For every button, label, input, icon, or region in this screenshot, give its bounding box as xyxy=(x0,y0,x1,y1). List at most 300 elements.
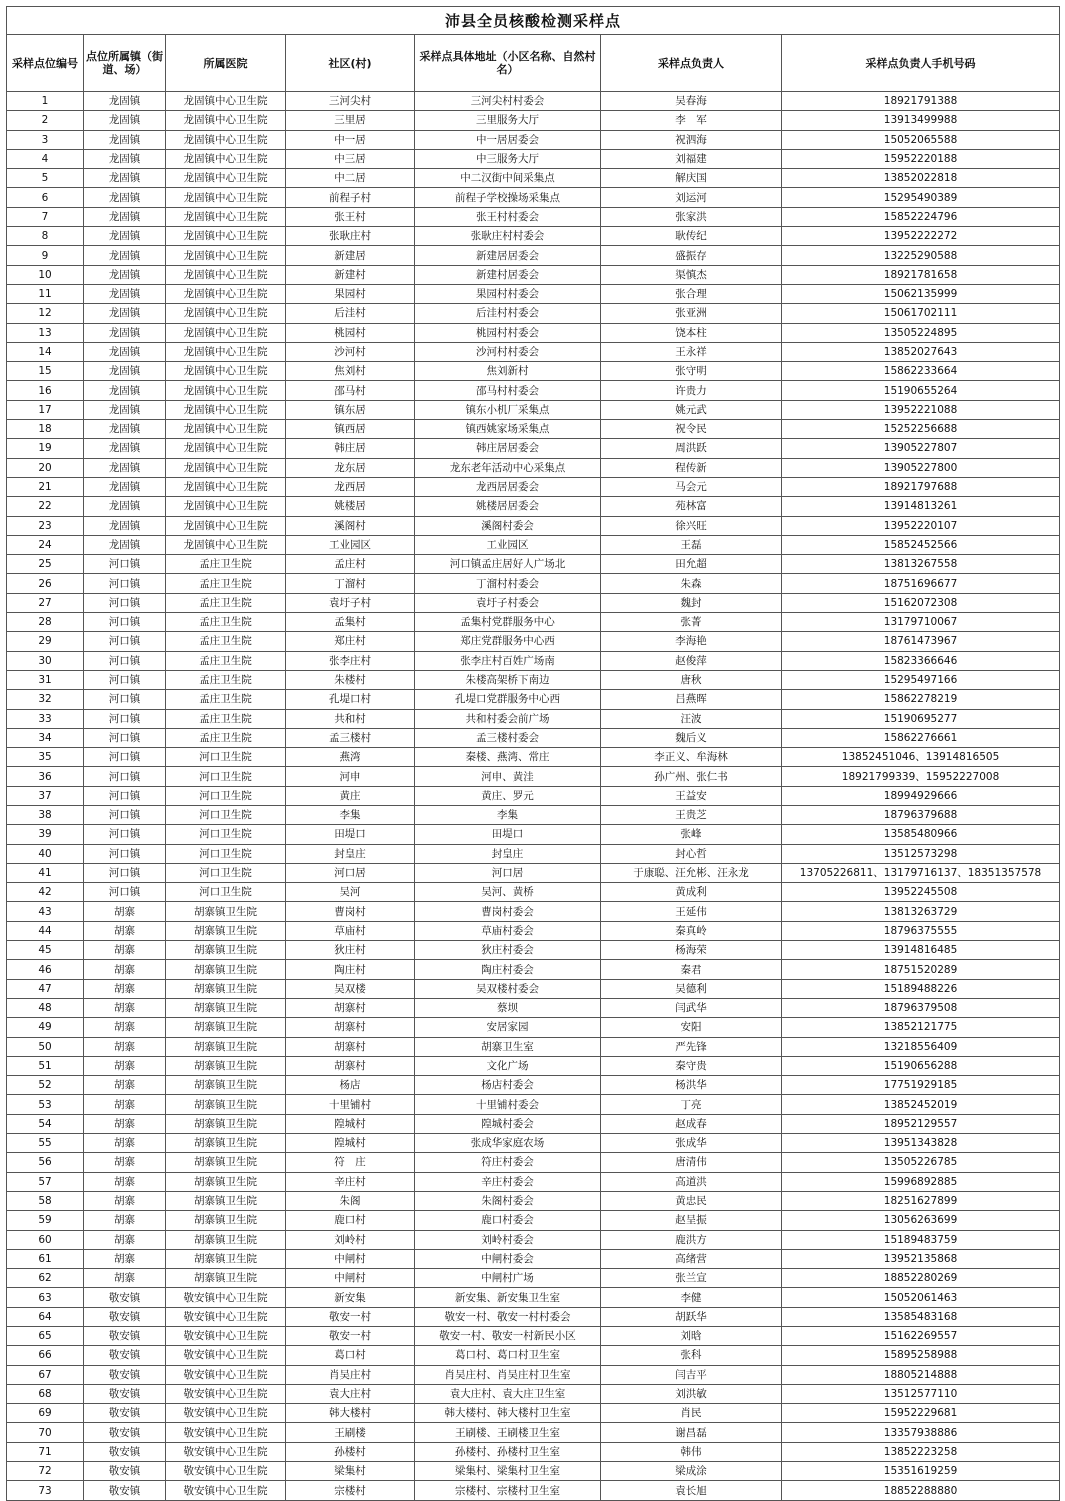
cell-town: 河口镇 xyxy=(84,883,166,902)
header-community: 社区(村) xyxy=(286,35,415,92)
cell-hospital: 孟庄卫生院 xyxy=(166,690,286,709)
cell-town: 敬安镇 xyxy=(84,1307,166,1326)
cell-address: 葛口村、葛口村卫生室 xyxy=(415,1346,601,1365)
table-row xyxy=(7,1346,1060,1365)
cell-hospital: 孟庄卫生院 xyxy=(166,555,286,574)
cell-community: 张李庄村 xyxy=(286,651,415,670)
cell-id: 3 xyxy=(7,130,84,149)
cell-contact: 张科 xyxy=(601,1346,782,1365)
cell-contact: 谢昌磊 xyxy=(601,1423,782,1442)
cell-phone: 18805214888 xyxy=(782,1365,1060,1384)
cell-id: 36 xyxy=(7,767,84,786)
cell-id: 56 xyxy=(7,1153,84,1172)
cell-town: 龙固镇 xyxy=(84,169,166,188)
cell-address: 王刷楼、王刷楼卫生室 xyxy=(415,1423,601,1442)
cell-address: 张耿庄村村委会 xyxy=(415,227,601,246)
cell-address: 黄庄、罗元 xyxy=(415,786,601,805)
cell-phone: 13056263699 xyxy=(782,1211,1060,1230)
table-row xyxy=(7,883,1060,902)
cell-hospital: 胡寨镇卫生院 xyxy=(166,1114,286,1133)
cell-town: 龙固镇 xyxy=(84,381,166,400)
cell-community: 前程子村 xyxy=(286,188,415,207)
cell-phone: 13852121775 xyxy=(782,1018,1060,1037)
cell-community: 田堤口 xyxy=(286,825,415,844)
cell-id: 40 xyxy=(7,844,84,863)
table-row xyxy=(7,1211,1060,1230)
cell-hospital: 敬安镇中心卫生院 xyxy=(166,1384,286,1403)
cell-town: 胡寨 xyxy=(84,1249,166,1268)
cell-address: 封皇庄 xyxy=(415,844,601,863)
cell-address: 姚楼居居委会 xyxy=(415,497,601,516)
cell-contact: 王益安 xyxy=(601,786,782,805)
cell-community: 中一居 xyxy=(286,130,415,149)
cell-hospital: 龙固镇中心卫生院 xyxy=(166,362,286,381)
table-row xyxy=(7,1269,1060,1288)
cell-community: 张耿庄村 xyxy=(286,227,415,246)
cell-hospital: 龙固镇中心卫生院 xyxy=(166,458,286,477)
cell-hospital: 龙固镇中心卫生院 xyxy=(166,400,286,419)
cell-hospital: 敬安镇中心卫生院 xyxy=(166,1442,286,1461)
cell-hospital: 孟庄卫生院 xyxy=(166,574,286,593)
cell-hospital: 敬安镇中心卫生院 xyxy=(166,1404,286,1423)
cell-town: 胡寨 xyxy=(84,921,166,940)
cell-contact: 李 军 xyxy=(601,111,782,130)
table-row xyxy=(7,227,1060,246)
cell-address: 中闸村广场 xyxy=(415,1269,601,1288)
cell-phone: 15189483759 xyxy=(782,1230,1060,1249)
cell-id: 54 xyxy=(7,1114,84,1133)
cell-phone: 15252256688 xyxy=(782,420,1060,439)
cell-id: 23 xyxy=(7,516,84,535)
cell-id: 20 xyxy=(7,458,84,477)
cell-town: 敬安镇 xyxy=(84,1288,166,1307)
cell-address: 文化广场 xyxy=(415,1056,601,1075)
cell-community: 工业园区 xyxy=(286,535,415,554)
cell-town: 胡寨 xyxy=(84,1191,166,1210)
cell-id: 22 xyxy=(7,497,84,516)
cell-contact: 张家洪 xyxy=(601,207,782,226)
table-body xyxy=(7,92,1060,1501)
cell-address: 蔡坝 xyxy=(415,998,601,1017)
header-address: 采样点具体地址（小区名称、自然村名） xyxy=(415,35,601,92)
table-row xyxy=(7,651,1060,670)
cell-id: 31 xyxy=(7,670,84,689)
cell-phone: 17751929185 xyxy=(782,1076,1060,1095)
cell-phone: 13179710067 xyxy=(782,613,1060,632)
cell-community: 隍城村 xyxy=(286,1114,415,1133)
cell-address: 符庄村委会 xyxy=(415,1153,601,1172)
cell-hospital: 龙固镇中心卫生院 xyxy=(166,92,286,111)
cell-phone: 15190695277 xyxy=(782,709,1060,728)
table-row xyxy=(7,516,1060,535)
cell-id: 67 xyxy=(7,1365,84,1384)
cell-contact: 杨洪华 xyxy=(601,1076,782,1095)
cell-address: 三河尖村村委会 xyxy=(415,92,601,111)
cell-id: 69 xyxy=(7,1404,84,1423)
table-row xyxy=(7,805,1060,824)
cell-town: 龙固镇 xyxy=(84,207,166,226)
cell-phone: 13852027643 xyxy=(782,342,1060,361)
cell-hospital: 胡寨镇卫生院 xyxy=(166,1211,286,1230)
cell-address: 三里服务大厅 xyxy=(415,111,601,130)
table-row xyxy=(7,1404,1060,1423)
cell-town: 河口镇 xyxy=(84,728,166,747)
cell-address: 杨店村委会 xyxy=(415,1076,601,1095)
cell-address: 张李庄村百姓广场南 xyxy=(415,651,601,670)
table-row xyxy=(7,1481,1060,1500)
cell-phone: 18994929666 xyxy=(782,786,1060,805)
cell-id: 6 xyxy=(7,188,84,207)
cell-hospital: 孟庄卫生院 xyxy=(166,709,286,728)
cell-town: 河口镇 xyxy=(84,593,166,612)
cell-town: 龙固镇 xyxy=(84,188,166,207)
cell-phone: 15952220188 xyxy=(782,149,1060,168)
cell-contact: 袁长旭 xyxy=(601,1481,782,1500)
cell-contact: 解庆国 xyxy=(601,169,782,188)
cell-community: 狄庄村 xyxy=(286,941,415,960)
cell-contact: 张亚洲 xyxy=(601,304,782,323)
cell-address: 鹿口村委会 xyxy=(415,1211,601,1230)
cell-community: 袁圩子村 xyxy=(286,593,415,612)
cell-hospital: 龙固镇中心卫生院 xyxy=(166,439,286,458)
cell-hospital: 龙固镇中心卫生院 xyxy=(166,516,286,535)
cell-phone: 13913499988 xyxy=(782,111,1060,130)
cell-contact: 王永祥 xyxy=(601,342,782,361)
cell-address: 宗楼村、宗楼村卫生室 xyxy=(415,1481,601,1500)
cell-town: 敬安镇 xyxy=(84,1346,166,1365)
table-row xyxy=(7,902,1060,921)
cell-contact: 王贵芝 xyxy=(601,805,782,824)
cell-town: 胡寨 xyxy=(84,1076,166,1095)
cell-phone: 15295490389 xyxy=(782,188,1060,207)
cell-community: 黄庄 xyxy=(286,786,415,805)
cell-town: 龙固镇 xyxy=(84,130,166,149)
cell-address: 秦楼、燕湾、常庄 xyxy=(415,748,601,767)
cell-contact: 吴春海 xyxy=(601,92,782,111)
table-row xyxy=(7,593,1060,612)
cell-address: 共和村委会前广场 xyxy=(415,709,601,728)
cell-phone: 15052061463 xyxy=(782,1288,1060,1307)
cell-hospital: 龙固镇中心卫生院 xyxy=(166,535,286,554)
cell-id: 7 xyxy=(7,207,84,226)
cell-community: 宗楼村 xyxy=(286,1481,415,1500)
cell-town: 敬安镇 xyxy=(84,1481,166,1500)
cell-community: 袁大庄村 xyxy=(286,1384,415,1403)
cell-hospital: 敬安镇中心卫生院 xyxy=(166,1327,286,1346)
cell-address: 梁集村、梁集村卫生室 xyxy=(415,1462,601,1481)
cell-contact: 严先锋 xyxy=(601,1037,782,1056)
cell-hospital: 胡寨镇卫生院 xyxy=(166,902,286,921)
cell-phone: 13218556409 xyxy=(782,1037,1060,1056)
table-row xyxy=(7,555,1060,574)
cell-community: 后洼村 xyxy=(286,304,415,323)
cell-contact: 闫武华 xyxy=(601,998,782,1017)
cell-contact: 马会元 xyxy=(601,477,782,496)
cell-address: 龙东老年活动中心采集点 xyxy=(415,458,601,477)
cell-hospital: 孟庄卫生院 xyxy=(166,613,286,632)
cell-contact: 朱森 xyxy=(601,574,782,593)
cell-id: 43 xyxy=(7,902,84,921)
table-row xyxy=(7,1037,1060,1056)
cell-address: 袁圩子村委会 xyxy=(415,593,601,612)
cell-town: 敬安镇 xyxy=(84,1404,166,1423)
cell-town: 河口镇 xyxy=(84,670,166,689)
cell-address: 安居家园 xyxy=(415,1018,601,1037)
cell-hospital: 龙固镇中心卫生院 xyxy=(166,246,286,265)
cell-town: 龙固镇 xyxy=(84,92,166,111)
cell-hospital: 龙固镇中心卫生院 xyxy=(166,477,286,496)
cell-address: 李集 xyxy=(415,805,601,824)
cell-phone: 13505224895 xyxy=(782,323,1060,342)
cell-community: 溪阁村 xyxy=(286,516,415,535)
cell-address: 河口居 xyxy=(415,863,601,882)
cell-contact: 于康聪、汪允彬、汪永龙 xyxy=(601,863,782,882)
cell-community: 共和村 xyxy=(286,709,415,728)
cell-community: 镇东居 xyxy=(286,400,415,419)
cell-hospital: 河口卫生院 xyxy=(166,883,286,902)
cell-community: 郑庄村 xyxy=(286,632,415,651)
cell-phone: 13952221088 xyxy=(782,400,1060,419)
cell-hospital: 龙固镇中心卫生院 xyxy=(166,420,286,439)
cell-hospital: 孟庄卫生院 xyxy=(166,593,286,612)
cell-address: 隍城村委会 xyxy=(415,1114,601,1133)
cell-hospital: 胡寨镇卫生院 xyxy=(166,1056,286,1075)
cell-address: 朱阁村委会 xyxy=(415,1191,601,1210)
cell-town: 河口镇 xyxy=(84,574,166,593)
cell-community: 燕湾 xyxy=(286,748,415,767)
cell-contact: 刘晗 xyxy=(601,1327,782,1346)
cell-id: 39 xyxy=(7,825,84,844)
cell-address: 刘岭村委会 xyxy=(415,1230,601,1249)
cell-id: 48 xyxy=(7,998,84,1017)
table-row xyxy=(7,1095,1060,1114)
cell-hospital: 胡寨镇卫生院 xyxy=(166,1153,286,1172)
cell-town: 河口镇 xyxy=(84,651,166,670)
cell-town: 河口镇 xyxy=(84,863,166,882)
cell-phone: 18761473967 xyxy=(782,632,1060,651)
cell-hospital: 龙固镇中心卫生院 xyxy=(166,497,286,516)
cell-contact: 刘运河 xyxy=(601,188,782,207)
cell-contact: 丁亮 xyxy=(601,1095,782,1114)
cell-community: 龙西居 xyxy=(286,477,415,496)
cell-address: 狄庄村委会 xyxy=(415,941,601,960)
table-row xyxy=(7,92,1060,111)
cell-phone: 13852451046、13914816505 xyxy=(782,748,1060,767)
cell-town: 龙固镇 xyxy=(84,400,166,419)
cell-contact: 杨海荣 xyxy=(601,941,782,960)
cell-phone: 15862278219 xyxy=(782,690,1060,709)
cell-contact: 赵俊萍 xyxy=(601,651,782,670)
cell-contact: 孙广州、张仁书 xyxy=(601,767,782,786)
cell-address: 敬安一村、敬安一村新民小区 xyxy=(415,1327,601,1346)
cell-contact: 张合理 xyxy=(601,284,782,303)
cell-community: 三里居 xyxy=(286,111,415,130)
cell-hospital: 胡寨镇卫生院 xyxy=(166,1037,286,1056)
cell-phone: 13585480966 xyxy=(782,825,1060,844)
cell-address: 桃园村村委会 xyxy=(415,323,601,342)
cell-phone: 18796379688 xyxy=(782,805,1060,824)
cell-id: 49 xyxy=(7,1018,84,1037)
table-row xyxy=(7,1327,1060,1346)
cell-contact: 秦守贵 xyxy=(601,1056,782,1075)
cell-contact: 张兰宣 xyxy=(601,1269,782,1288)
cell-address: 河申、黄洼 xyxy=(415,767,601,786)
cell-id: 66 xyxy=(7,1346,84,1365)
cell-id: 10 xyxy=(7,265,84,284)
cell-community: 李集 xyxy=(286,805,415,824)
cell-town: 胡寨 xyxy=(84,998,166,1017)
cell-community: 焦刘村 xyxy=(286,362,415,381)
cell-town: 河口镇 xyxy=(84,786,166,805)
cell-id: 65 xyxy=(7,1327,84,1346)
cell-community: 敬安一村 xyxy=(286,1327,415,1346)
cell-id: 1 xyxy=(7,92,84,111)
cell-community: 新安集 xyxy=(286,1288,415,1307)
cell-phone: 15351619259 xyxy=(782,1462,1060,1481)
cell-id: 70 xyxy=(7,1423,84,1442)
cell-community: 孟集村 xyxy=(286,613,415,632)
cell-contact: 刘洪敏 xyxy=(601,1384,782,1403)
cell-community: 孟三楼村 xyxy=(286,728,415,747)
table-row xyxy=(7,1384,1060,1403)
cell-address: 新建居居委会 xyxy=(415,246,601,265)
cell-contact: 张菁 xyxy=(601,613,782,632)
cell-id: 21 xyxy=(7,477,84,496)
table-row xyxy=(7,497,1060,516)
cell-id: 34 xyxy=(7,728,84,747)
cell-phone: 18796375555 xyxy=(782,921,1060,940)
cell-address: 辛庄村委会 xyxy=(415,1172,601,1191)
cell-phone: 18796379508 xyxy=(782,998,1060,1017)
header-row xyxy=(7,35,1060,92)
cell-contact: 韩伟 xyxy=(601,1442,782,1461)
cell-address: 溪阁村委会 xyxy=(415,516,601,535)
cell-community: 果园村 xyxy=(286,284,415,303)
cell-phone: 18921791388 xyxy=(782,92,1060,111)
cell-id: 50 xyxy=(7,1037,84,1056)
cell-contact: 李海艳 xyxy=(601,632,782,651)
cell-town: 河口镇 xyxy=(84,844,166,863)
table-row xyxy=(7,748,1060,767)
table-row xyxy=(7,1462,1060,1481)
cell-id: 52 xyxy=(7,1076,84,1095)
cell-contact: 封心哲 xyxy=(601,844,782,863)
cell-address: 孟集村党群服务中心 xyxy=(415,613,601,632)
cell-contact: 梁成涂 xyxy=(601,1462,782,1481)
cell-contact: 祝令民 xyxy=(601,420,782,439)
cell-phone: 18751696677 xyxy=(782,574,1060,593)
cell-town: 龙固镇 xyxy=(84,342,166,361)
cell-id: 17 xyxy=(7,400,84,419)
cell-phone: 13852223258 xyxy=(782,1442,1060,1461)
cell-community: 隍城村 xyxy=(286,1134,415,1153)
table-row xyxy=(7,149,1060,168)
cell-address: 袁大庄村、袁大庄卫生室 xyxy=(415,1384,601,1403)
cell-hospital: 胡寨镇卫生院 xyxy=(166,1095,286,1114)
table-row xyxy=(7,1307,1060,1326)
cell-hospital: 龙固镇中心卫生院 xyxy=(166,149,286,168)
cell-phone: 13952220107 xyxy=(782,516,1060,535)
cell-hospital: 河口卫生院 xyxy=(166,786,286,805)
table-row xyxy=(7,613,1060,632)
cell-community: 敬安一村 xyxy=(286,1307,415,1326)
cell-phone: 13705226811、13179716137、18351357578 xyxy=(782,863,1060,882)
cell-hospital: 敬安镇中心卫生院 xyxy=(166,1481,286,1500)
cell-hospital: 敬安镇中心卫生院 xyxy=(166,1365,286,1384)
cell-town: 胡寨 xyxy=(84,1269,166,1288)
cell-id: 53 xyxy=(7,1095,84,1114)
table-row xyxy=(7,786,1060,805)
cell-hospital: 龙固镇中心卫生院 xyxy=(166,111,286,130)
cell-contact: 魏后义 xyxy=(601,728,782,747)
cell-address: 前程子学校操场采集点 xyxy=(415,188,601,207)
cell-id: 16 xyxy=(7,381,84,400)
table-row xyxy=(7,362,1060,381)
cell-hospital: 胡寨镇卫生院 xyxy=(166,1018,286,1037)
cell-id: 47 xyxy=(7,979,84,998)
cell-phone: 13505226785 xyxy=(782,1153,1060,1172)
cell-id: 51 xyxy=(7,1056,84,1075)
table-row xyxy=(7,690,1060,709)
cell-contact: 胡跃华 xyxy=(601,1307,782,1326)
cell-contact: 徐兴旺 xyxy=(601,516,782,535)
cell-address: 新建村居委会 xyxy=(415,265,601,284)
cell-hospital: 孟庄卫生院 xyxy=(166,728,286,747)
cell-phone: 15052065588 xyxy=(782,130,1060,149)
cell-id: 57 xyxy=(7,1172,84,1191)
cell-id: 18 xyxy=(7,420,84,439)
cell-id: 4 xyxy=(7,149,84,168)
table-row xyxy=(7,632,1060,651)
cell-hospital: 龙固镇中心卫生院 xyxy=(166,265,286,284)
table-row xyxy=(7,265,1060,284)
cell-phone: 15852224796 xyxy=(782,207,1060,226)
cell-contact: 刘福建 xyxy=(601,149,782,168)
cell-phone: 13914813261 xyxy=(782,497,1060,516)
cell-id: 25 xyxy=(7,555,84,574)
cell-id: 68 xyxy=(7,1384,84,1403)
header-phone: 采样点负责人手机号码 xyxy=(782,35,1060,92)
cell-community: 杨店 xyxy=(286,1076,415,1095)
cell-contact: 赵成春 xyxy=(601,1114,782,1133)
cell-phone: 13225290588 xyxy=(782,246,1060,265)
table-row xyxy=(7,1230,1060,1249)
cell-id: 33 xyxy=(7,709,84,728)
cell-community: 中三居 xyxy=(286,149,415,168)
cell-community: 中闸村 xyxy=(286,1269,415,1288)
cell-phone: 13905227807 xyxy=(782,439,1060,458)
cell-address: 韩大楼村、韩大楼村卫生室 xyxy=(415,1404,601,1423)
table-row xyxy=(7,998,1060,1017)
table-row xyxy=(7,574,1060,593)
cell-id: 62 xyxy=(7,1269,84,1288)
cell-id: 64 xyxy=(7,1307,84,1326)
cell-town: 胡寨 xyxy=(84,1018,166,1037)
header-town: 点位所属镇（街道、场） xyxy=(84,35,166,92)
cell-id: 37 xyxy=(7,786,84,805)
cell-hospital: 胡寨镇卫生院 xyxy=(166,1249,286,1268)
cell-town: 敬安镇 xyxy=(84,1462,166,1481)
table-title: 沛县全员核酸检测采样点 xyxy=(7,7,1060,35)
cell-id: 11 xyxy=(7,284,84,303)
cell-contact: 张守明 xyxy=(601,362,782,381)
cell-town: 胡寨 xyxy=(84,960,166,979)
cell-phone: 18852280269 xyxy=(782,1269,1060,1288)
cell-community: 朱阁 xyxy=(286,1191,415,1210)
cell-community: 孟庄村 xyxy=(286,555,415,574)
cell-community: 桃园村 xyxy=(286,323,415,342)
cell-id: 5 xyxy=(7,169,84,188)
